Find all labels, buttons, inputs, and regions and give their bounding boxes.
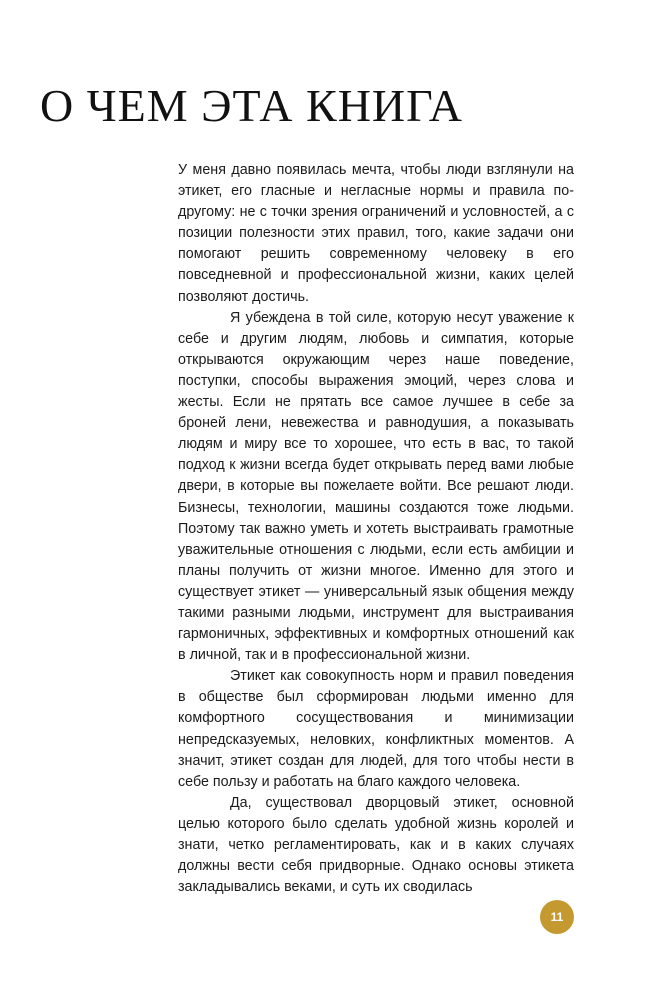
chapter-body — [178, 160, 574, 898]
page-number-badge: 11 — [540, 900, 574, 934]
paragraph-1: У меня давно появилась мечта, чтобы люди взглянули на этикет, его гласные и негласные нормы и правила по-другому: не с точки зрения ограничений и условностей, а с позиции полезности этих правил, того, какие задачи они помогают решить современному человеку в его повседневной и профессиональной жизни, каких целей позволяют достичь. — [178, 162, 574, 305]
chapter-heading: О ЧЕМ ЭТА КНИГА — [40, 80, 463, 131]
paragraph-2: Я убеждена в той силе, которую несут уважение к себе и другим людям, любовь и симпатия, которые открываются окружающим через наше поведение, поступки, способы выражения эмоций, через слова и жесты. Если не прятать все самое лучшее в себе за броней лени, невежества и равнодушия, а показывать людям и миру все то хорошее, что есть в вас, то такой подход к жизни всегда будет открывать перед вами любые двери, в которые вы пожелаете войти. Все решают люди. Бизнесы, технологии, машины создаются тоже людьми. Поэтому так важно уметь и хотеть выстраивать грамотные уважительные отношения с людьми, если есть амбиции и планы получить от жизни многое. Именно для этого и существует этикет — универсальный язык общения между такими разными людьми, инструмент для выстраивания гармоничных, эффективных и комфортных отношений как в личной, так и в профессиональной жизни. — [178, 309, 574, 664]
paragraph-3: Этикет как совокупность норм и правил поведения в обществе был сформирован людьми именно для комфортного сосуществования и минимизации непредсказуемых, неловких, конфликтных моментов. А значит, этикет создан для людей, для того чтобы нести в себе пользу и работать на благо каждого человека. — [178, 668, 574, 790]
paragraph-4: Да, существовал дворцовый этикет, основной целью которого было сделать удобной жизнь королей и знати, четко регламентировать, как и в каких случаях должны вести себя придворные. Однако основы этикета закладывались веками, и суть их сводилась — [178, 794, 574, 896]
